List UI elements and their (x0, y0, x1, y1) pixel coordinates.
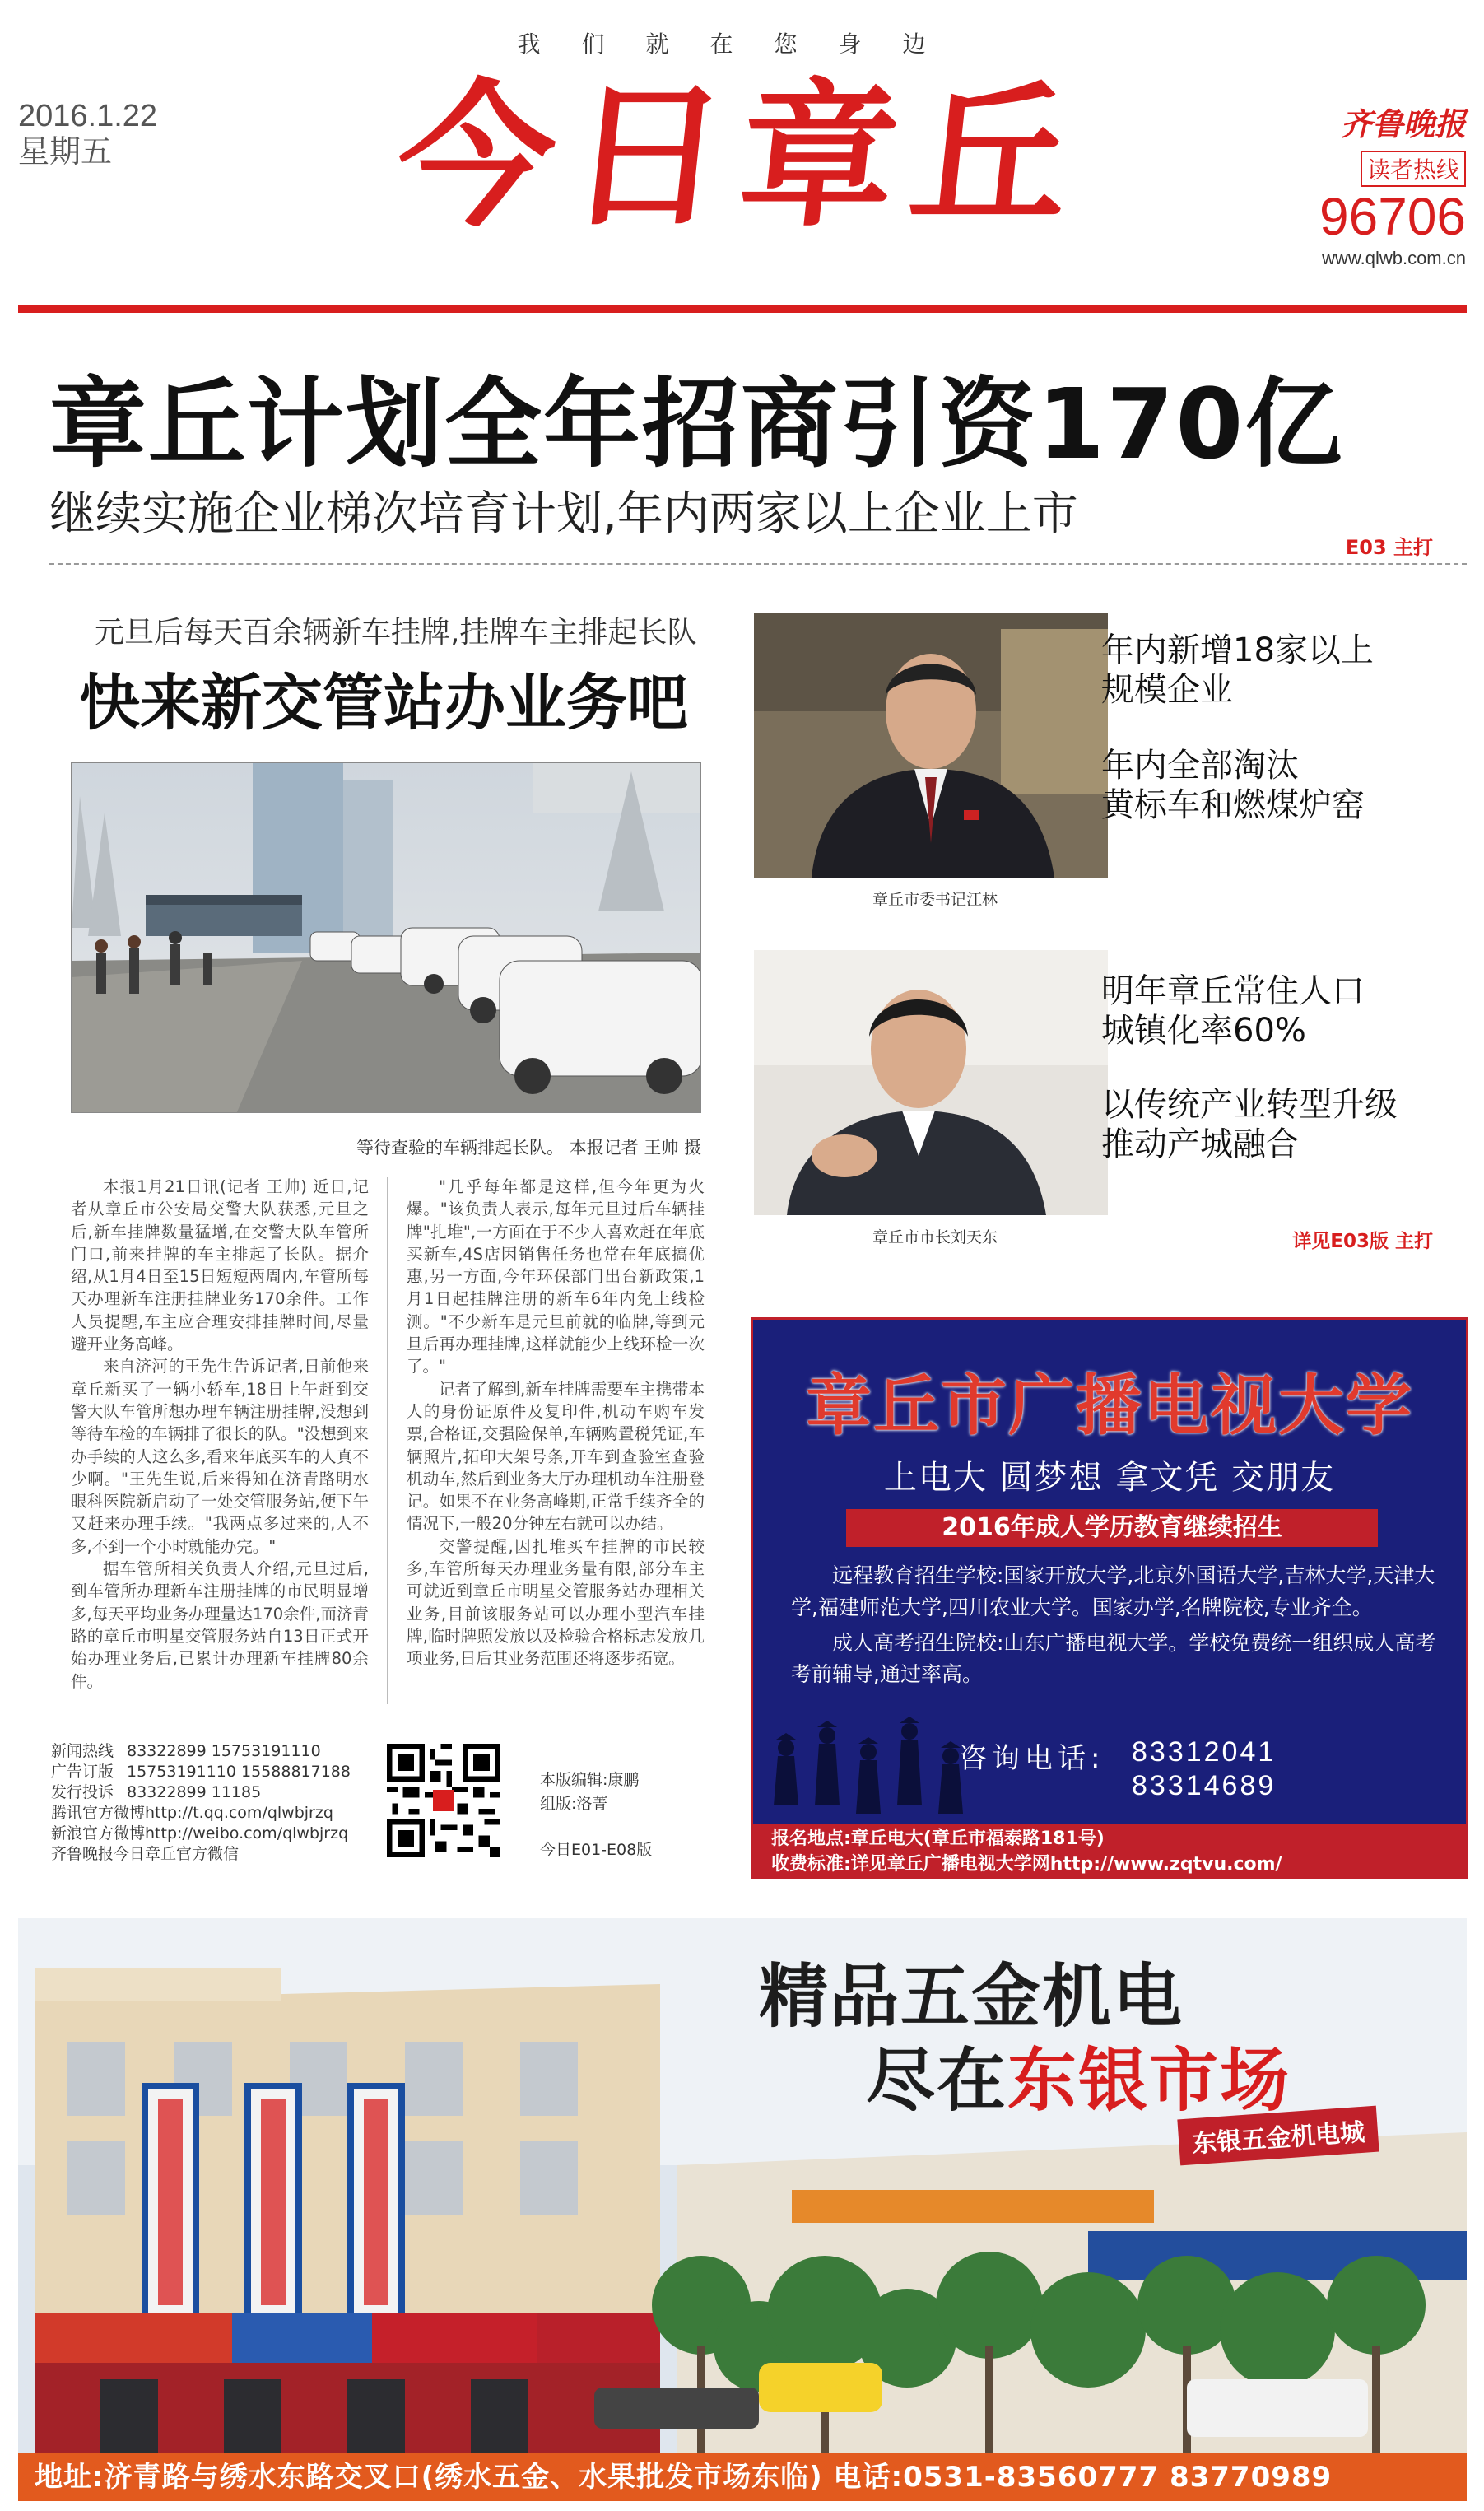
issue-weekday: 星期五 (18, 134, 113, 170)
story-paragraph: "几乎每年都是这样,但今年更为火爆。"该负责人表示,每年元旦过后车辆挂牌"扎堆",一方面在于不少人喜欢赶在年底买新车,4S店因销售任务也常在年底搞优惠,另一方面,今年环保部门出台新政策,1月1日起挂牌注册的新车6年内免上线检测。"不少新车是元旦前就的临牌,等到元旦后再办理挂牌,这样就能少上线环检一次了。" (407, 1177, 705, 1377)
hardware-market-ad[interactable] (18, 1918, 1467, 2501)
page-range: 今日E01-E08版 (540, 1841, 653, 1859)
right-see-page: 详见E03版 主打 (1292, 1231, 1433, 1252)
ad-tvu-phones (1132, 1735, 1276, 1803)
key-point-line: 黄标车和燃煤炉窑 (1101, 786, 1365, 824)
ad-label: 广告订版 (51, 1763, 114, 1782)
portrait-mayor (754, 950, 1108, 1215)
story-kicker: 元旦后每天百余辆新车挂牌,挂牌车主排起长队 (95, 616, 697, 650)
key-point-1 (1101, 631, 1374, 710)
ad-tvu-address: 报名地点:章丘电大(章丘市福泰路181号) (771, 1829, 1105, 1849)
issue-date: 2016.1.22 (18, 99, 158, 133)
ad-tvu-paragraph: 成人高考招生院校:山东广播电视大学。学校免费统一组织成人高考考前辅导,通过率高。 (791, 1630, 1436, 1687)
story-column-2 (407, 1176, 705, 1707)
ad-market-line2 (866, 2025, 1291, 2125)
portrait-party-secretary (754, 613, 1108, 878)
key-point-line: 明年章丘常住人口 (1101, 972, 1365, 1010)
ad-market-highlight: 东银市场 (1007, 2039, 1291, 2121)
ad-tvu-fee[interactable]: 收费标准:详见章丘广播电视大学网http://www.zqtvu.com/ (771, 1853, 1282, 1875)
story-title: 快来新交管站办业务吧 (79, 668, 688, 738)
masthead-divider (18, 305, 1467, 313)
tencent-weibo-link[interactable]: 腾讯官方微博http://t.qq.com/qlwbjrzq (51, 1804, 333, 1823)
news-hotline-label: 新闻热线 (51, 1742, 114, 1760)
ad-tvu-phone[interactable]: 83312041 (1132, 1736, 1277, 1768)
tv-university-ad[interactable] (751, 1317, 1468, 1879)
brand-logo: 齐鲁晚报 (1340, 105, 1466, 142)
key-point-line: 推动产城融合 (1101, 1125, 1299, 1163)
ad-market-footer: 地址:济青路与绣水东路交叉口(绣水五金、水果批发市场东临) 电话:0531-83560777 83770989 (18, 2453, 1467, 2501)
issue-date-block (18, 99, 157, 170)
ad-market-tag: 东银五金机电城 (1177, 2106, 1379, 2166)
story-paragraph: 交警提醒,因扎堆买车挂牌的市民较多,车管所每天办理业务量有限,部分车主可就近到章丘市明星交管服务站办理相关业务,目前该服务站可以办理小型汽车挂牌,临时牌照发放以及检验合格标志发放几项业务,日后其业务范围还将逐步拓宽。 (407, 1536, 705, 1669)
story-column-1 (71, 1176, 369, 1707)
ad-tvu-banner: 2016年成人学历教育继续招生 (846, 1509, 1378, 1547)
masthead-title: 今日章丘 (388, 64, 1093, 248)
ad-phone: 15753191110 15588817188 (127, 1763, 351, 1782)
key-point-line: 以传统产业转型升级 (1101, 1086, 1398, 1124)
portrait-caption-1: 章丘市委书记江林 (872, 891, 998, 909)
key-point-line: 年内新增18家以上 (1101, 631, 1374, 669)
key-point-3 (1101, 971, 1365, 1051)
layout-name: 组版:洛菁 (540, 1794, 608, 1813)
lead-see-page: E03 主打 (1345, 536, 1433, 559)
ad-tvu-title: 章丘市广播电视大学 (806, 1367, 1413, 1444)
column-divider (387, 1177, 388, 1704)
story-photo (71, 762, 701, 1113)
ad-tvu-paragraph: 远程教育招生学校:国家开放大学,北京外国语大学,吉林大学,天津大学,福建师范大学,四川农业大学。国家办学,名牌院校,专业齐全。 (791, 1563, 1435, 1619)
key-point-line: 年内全部淘汰 (1101, 747, 1299, 785)
ad-tvu-text (791, 1560, 1441, 1694)
contact-info (51, 1741, 351, 1865)
ad-tvu-slogan: 上电大 圆梦想 拿文凭 交朋友 (883, 1459, 1336, 1497)
editor-credits (540, 1768, 639, 1815)
key-point-line: 城镇化率60% (1101, 1012, 1306, 1050)
story-paragraph: 来自济河的王先生告诉记者,日前他来章丘新买了一辆小轿车,18日上午赶到交警大队车管所想办理车辆注册挂牌,没想到等待车检的车辆排了很长的队。"没想到来办手续的人这么多,看来年底买车的人真不少啊。"王先生说,后来得知在济青路明水眼科医院新启动了一处交管服务站,便下午又赶来办理手续。"我两点多过来的,人不多,不到一个小时就能办完。" (71, 1357, 369, 1556)
portrait-caption-2: 章丘市市长刘天东 (872, 1228, 998, 1246)
ad-tvu-footer (753, 1824, 1466, 1879)
hotline-number: 96706 (1319, 187, 1466, 246)
story-paragraph: 据车管所相关负责人介绍,元旦过后,到车管所办理新车注册挂牌的市民明显增多,每天平均业务办理量达170余件,而济青路的章丘市明星交管服务站自13日正式开始办理业务后,已累计办理新车挂牌80余件。 (71, 1559, 369, 1691)
wechat-label: 齐鲁晚报今日章丘官方微信 (51, 1845, 240, 1864)
story-paragraph: 记者了解到,新车挂牌需要车主携带本人的身份证原件及复印件,机动车购车发票,合格证,交强险保单,车辆购置税凭证,车辆照片,拓印大架号条,开车到查验室查验机动车,然后到业务大厅办理机动车注册登记。如果不在业务高峰期,正常手续齐全的情况下,一般20分钟左右就可以办结。 (407, 1379, 705, 1534)
key-point-4 (1101, 1085, 1398, 1164)
ad-tvu-phone-label: 咨询电话: (959, 1742, 1105, 1775)
qr-code-icon (387, 1744, 500, 1857)
key-point-2 (1101, 746, 1365, 825)
lead-subheadline: 继续实施企业梯次培育计划,年内两家以上企业上市 (49, 487, 1078, 541)
dist-phone: 83322899 11185 (127, 1783, 262, 1802)
sina-weibo-link[interactable]: 新浪官方微博http://weibo.com/qlwbjrzq (51, 1824, 349, 1843)
key-point-line: 规模企业 (1101, 671, 1233, 709)
dashed-divider (49, 563, 1467, 565)
dist-label: 发行投诉 (51, 1783, 114, 1802)
website-link[interactable]: www.qlwb.com.cn (1322, 248, 1466, 268)
story-photo-caption: 等待查验的车辆排起长队。 本报记者 王帅 摄 (356, 1138, 701, 1158)
brand-box (1301, 99, 1466, 269)
story-paragraph: 本报1月21日讯(记者 王帅) 近日,记者从章丘市公安局交警大队获悉,元旦之后,新车挂牌数量猛增,在交警大队车管所门口,前来挂牌的车主排起了长队。据介绍,从1月4日至15日短短两周内,车管所每天办理新车注册挂牌业务170余件。工作人员提醒,车主应合理安排挂牌时间,尽量避开业务高峰。 (71, 1177, 369, 1354)
lead-headline: 章丘计划全年招商引资170亿 (49, 367, 1344, 481)
ad-tvu-phone[interactable]: 83314689 (1132, 1769, 1277, 1801)
market-building-photo (18, 1918, 1467, 2453)
hotline-label: 读者热线 (1361, 151, 1466, 187)
news-hotline: 83322899 15753191110 (127, 1742, 321, 1760)
ad-market-line2-prefix: 尽在 (866, 2039, 1008, 2121)
traffic-queue-photo (72, 763, 701, 1113)
editor-name: 本版编辑:康鹏 (540, 1771, 640, 1789)
masthead-slogan: 我们就在您身边 (517, 30, 967, 58)
ad-market-line1: 精品五金机电 (759, 1955, 1184, 2037)
